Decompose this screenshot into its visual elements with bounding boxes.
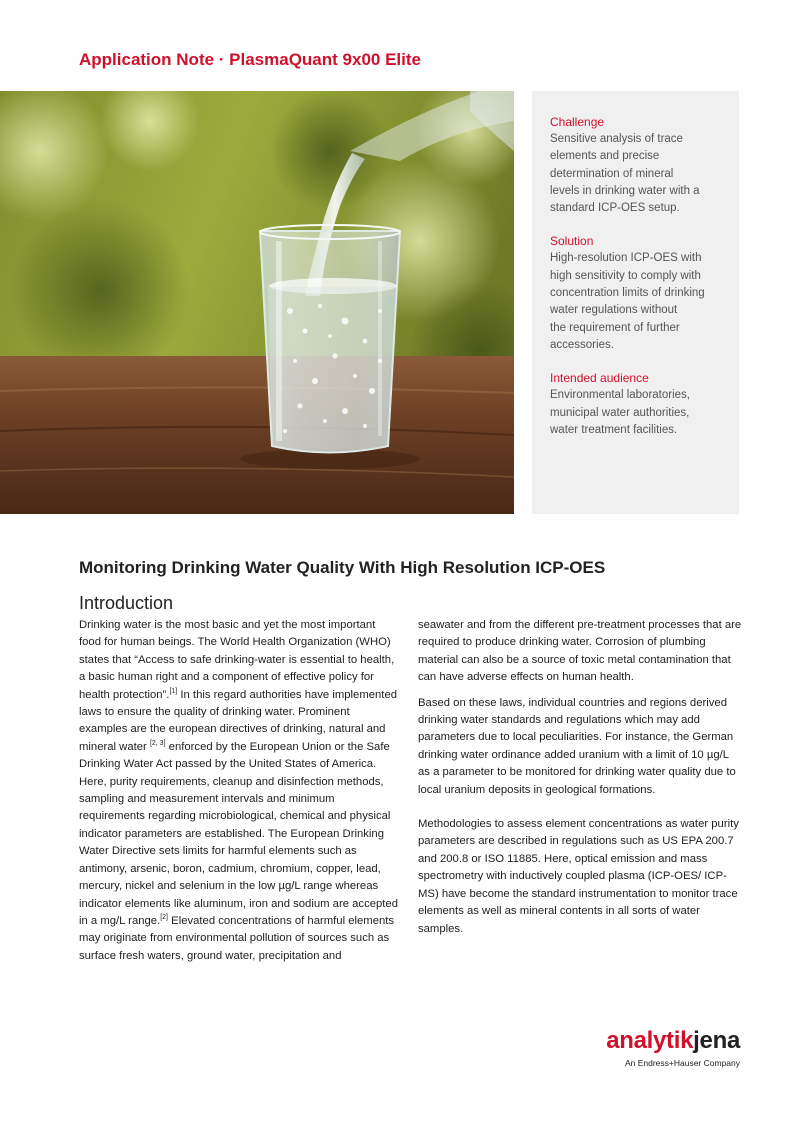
water-glass-illustration: [0, 91, 514, 514]
citation-ref: [1]: [169, 687, 178, 695]
text-run: In this regard authorities have implemented laws to ensure the quality of drinking water. Prominent examples are the european directives of drinking, natural and mineral water: [79, 688, 398, 753]
paragraph: Based on these laws, individual countries and regions derived drinking water standards and regulations which may add parameters due to local peculiarities. For instance, the German drinking water ordinance added uranium with a limit of 10 µg/L as a parameter to be monitored for drinking water quality due to local uranium deposits in geological formations.: [418, 696, 736, 796]
intro-paragraph: [79, 617, 399, 965]
sidebar-heading: Intended audience: [550, 371, 649, 386]
body-column-right: [418, 617, 742, 938]
hero-image-water-glass: [0, 91, 514, 514]
sidebar-heading: Challenge: [550, 115, 605, 129]
header-title: Application Note · PlasmaQuant 9x00 Elite: [79, 50, 421, 69]
logo-tagline: An Endress+Hauser Company: [624, 1058, 740, 1068]
citation-ref: [2, 3]: [149, 739, 166, 747]
text-run: enforced by the European Union or the Safe Drinking Water Act passed by the United States of America. Here, purity requirements, cleanup and disinfection methods, sampling and measurement intervals and minimum requirements regarding microbiological, chemical and physical indicator parameters are established. The European Drinking Water Directive sets limits for harmful elements such as antimony, arsenic, boron, cadmium, chromium, copper, lead, mercury, nickel and selenium in the low µg/L range whereas indicator elements like aluminum, iron and sodium are accepted in a mg/L range.: [79, 740, 398, 927]
info-sidebar: [532, 91, 739, 514]
citation-ref: [2]: [160, 913, 169, 921]
sidebar-text: High-resolution ICP-OES with high sensitivity to comply with concentration limits of drinking water regulations without the requirement of further accessories.: [550, 252, 705, 351]
analytik-jena-logo: [606, 1026, 740, 1068]
document-title: Monitoring Drinking Water Quality With High Resolution ICP-OES: [79, 558, 606, 577]
sidebar-heading: Solution: [550, 234, 594, 249]
section-title-introduction: Introduction: [79, 593, 174, 613]
text-run: Elevated concentrations of harmful elements may originate from environmental pollution of sources such as surface fresh waters, ground water, precipitation and: [79, 914, 395, 962]
logo-part-analytik: analytik: [606, 1027, 694, 1054]
text-run: Drinking water is the most basic and yet the most important food for human beings. The World Health Organization (WHO) states that “Access to safe drinking-water is essential to health, a basic human right and a component of effective policy for health protection”.: [79, 619, 395, 701]
logo-part-jena: jena: [693, 1027, 740, 1054]
body-column-left: [79, 617, 399, 965]
paragraph: seawater and from the different pre-treatment processes that are required to produce drinking water. Corrosion of plumbing material can also be a source of toxic metal contamination that can have adverse effects on human health.: [418, 619, 742, 684]
paragraph: Methodologies to assess element concentrations as water purity parameters are described in regulations such as US EPA 200.7 and 200.8 or ISO 11885. Here, optical emission and mass spectrometry with inductively coupled plasma (ICP-OES/ ICP-MS) have become the standard instrumentation to monitor trace elements as well as mineral contents in all sorts of water samples.: [418, 818, 739, 935]
sidebar-text: Sensitive analysis of trace elements and precise determination of mineral levels in drinking water with a standard ICP-OES setup.: [550, 133, 700, 215]
sidebar-solution: [550, 233, 727, 354]
sidebar-text: Environmental laboratories, municipal water authorities, water treatment facilities.: [550, 389, 690, 436]
sidebar-challenge: [550, 114, 727, 217]
sidebar-audience: [550, 370, 727, 439]
logo-wordmark: [606, 1026, 740, 1056]
